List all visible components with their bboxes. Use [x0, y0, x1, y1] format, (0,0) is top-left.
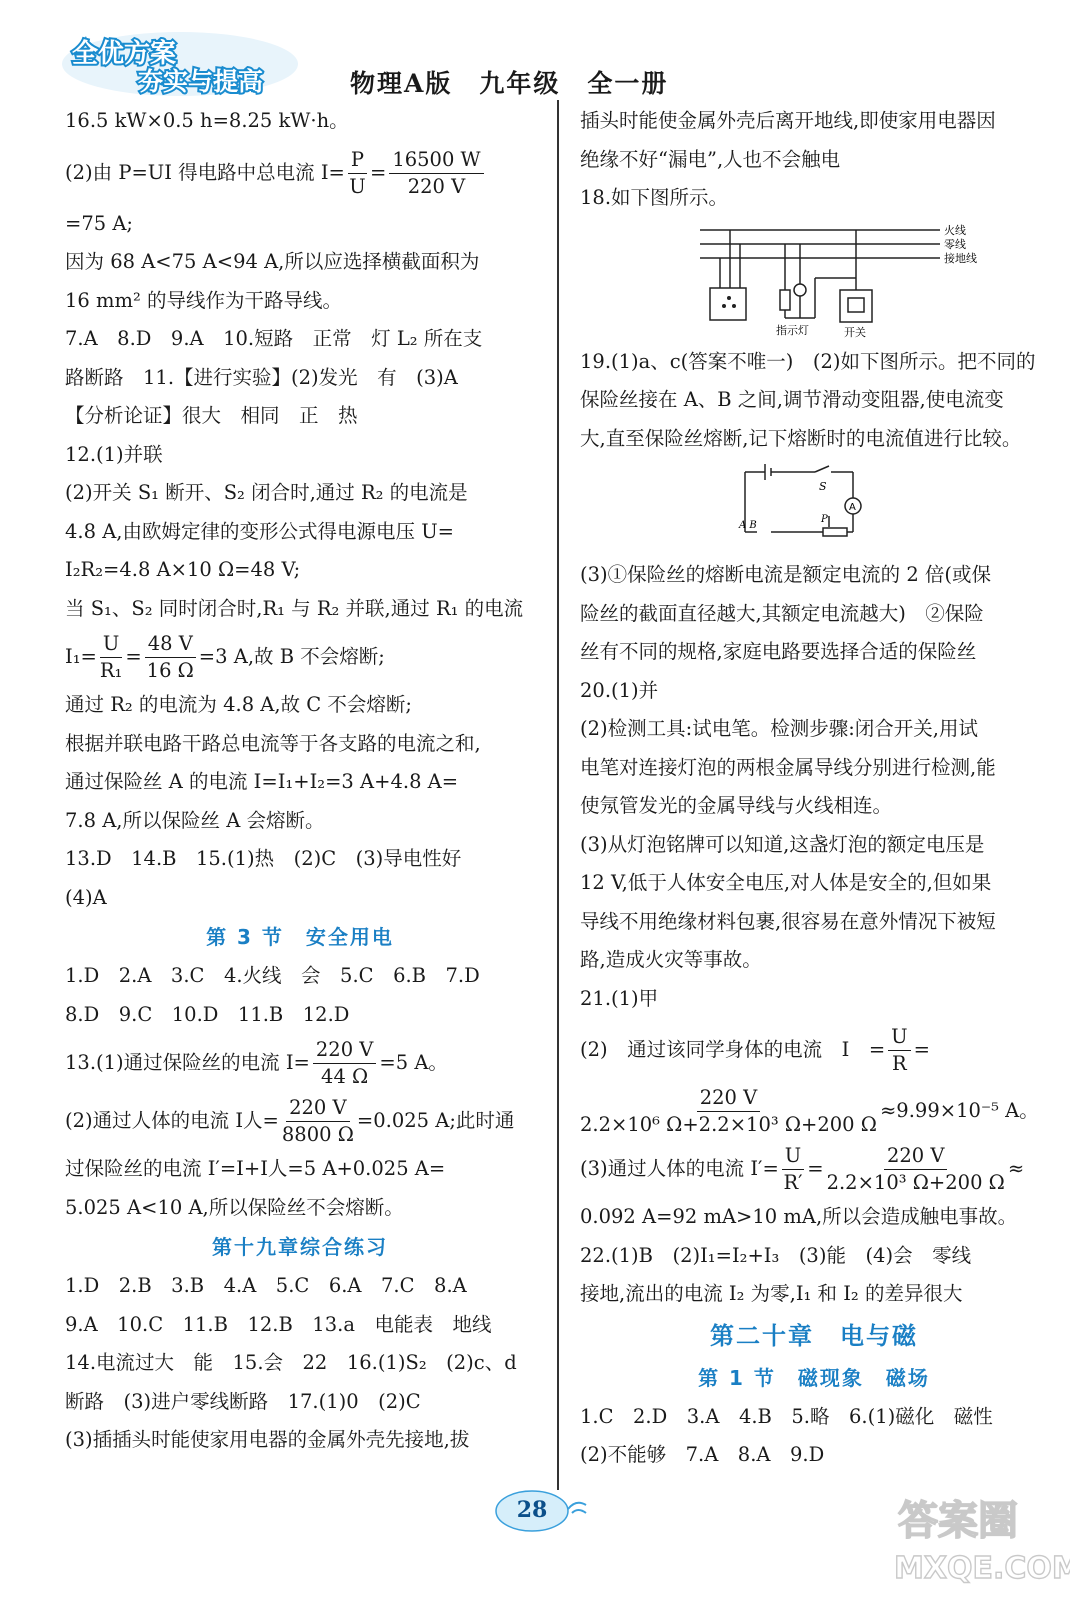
text-line: 19.(1)a、c(答案不唯一) (2)如下图所示。把不同的 — [580, 349, 1036, 373]
equals-sign: = — [125, 645, 142, 668]
page-header — [60, 30, 700, 100]
formula-line — [65, 628, 535, 686]
text-span: (2) 通过该同学身体的电流 I = — [580, 1038, 886, 1061]
neutral-wire-label: 零线 — [944, 237, 966, 251]
text-span: =0.025 A;此时通 — [356, 1109, 515, 1132]
text-line: 过保险丝的电流 I′=I+I人=5 A+0.025 A= — [65, 1157, 446, 1180]
fraction — [282, 1095, 354, 1148]
text-line: 根据并联电路干路总电流等于各支路的电流之和, — [65, 731, 481, 755]
text-line: 12 V,低于人体安全电压,对人体是安全的,但如果 — [580, 871, 992, 894]
text-line: 16.5 kW×0.5 h=8.25 kW·h。 — [65, 109, 349, 132]
text-line: 插头时能使金属外壳后离开地线,即使家用电器因 — [580, 109, 996, 132]
numerator: 220 V — [286, 1095, 350, 1122]
text-line: 0.092 A=92 mA>10 mA,所以会造成触电事故。 — [580, 1205, 1018, 1228]
fraction — [782, 1143, 804, 1196]
text-line: (2)不能够 7.A 8.A 9.D — [580, 1443, 825, 1466]
denominator: R — [892, 1052, 907, 1075]
text-line: 断路 (3)进户零线断路 17.(1)0 (2)C — [65, 1389, 421, 1413]
text-line: 22.(1)B (2)I₁=I₂+I₃ (3)能 (4)会 零线 — [580, 1243, 972, 1267]
chapter-heading: 第二十章 电与磁 — [710, 1321, 918, 1350]
equals-sign: = — [807, 1157, 824, 1180]
fraction — [100, 631, 123, 684]
text-line: 路断路 11.【进行实验】(2)发光 有 (3)A — [65, 365, 458, 389]
column-divider — [557, 100, 559, 1490]
numerator: U — [782, 1143, 804, 1170]
fuse-test-circuit-diagram — [580, 458, 1048, 556]
text-span: 13.(1)通过保险丝的电流 I= — [65, 1051, 310, 1074]
denominator: U — [349, 174, 366, 198]
logo-line1: 全优方案 — [72, 39, 177, 69]
header-title: 物理A版 九年级 全一册 — [350, 69, 669, 98]
fraction — [580, 1085, 877, 1138]
fraction — [145, 631, 196, 684]
denominator: R₁ — [99, 659, 123, 682]
text-line: 路,造成火灾等事故。 — [580, 948, 762, 971]
text-line: 保险丝接在 A、B 之间,调节滑动变阻器,使电流变 — [580, 388, 1004, 411]
text-line: 【分析论证】很大 相同 正 热 — [65, 404, 358, 427]
text-line: (2)检测工具:试电笔。检测步骤:闭合开关,用试 — [580, 717, 978, 740]
text-line: (3)①保险丝的熔断电流是额定电流的 2 倍(或保 — [580, 563, 992, 586]
denominator: 16 Ω — [146, 659, 194, 682]
formula-line — [65, 1034, 535, 1092]
switch-s-label: S — [819, 480, 827, 493]
text-line: 12.(1)并联 — [65, 442, 163, 466]
text-line: 1.C 2.D 3.A 4.B 5.略 6.(1)磁化 磁性 — [580, 1404, 993, 1428]
denominator: 2.2×10⁶ Ω+2.2×10³ Ω+200 Ω — [580, 1113, 877, 1136]
book-series-logo — [60, 30, 300, 98]
text-span: I₁= — [65, 645, 97, 668]
text-line: 16 mm² 的导线作为干路导线。 — [65, 288, 343, 312]
text-line: 9.A 10.C 11.B 12.B 13.a 电能表 地线 — [65, 1312, 492, 1336]
denominator: 8800 Ω — [281, 1123, 354, 1146]
household-circuit-diagram — [580, 218, 1048, 343]
text-line: 接地,流出的电流 I₂ 为零,I₁ 和 I₂ 的差异很大 — [580, 1282, 963, 1305]
fraction — [348, 147, 367, 200]
text-span: (2)由 P=UI 得电路中总电流 I= — [65, 160, 345, 184]
section-heading: 第 1 节 磁现象 磁场 — [698, 1365, 930, 1390]
fraction — [827, 1143, 1005, 1196]
text-line: 通过 R₂ 的电流为 4.8 A,故 C 不会熔断; — [65, 693, 412, 716]
watermark-line2: MXQE.COM — [894, 1551, 1070, 1586]
formula-line — [65, 141, 535, 205]
equals-sign: = — [369, 160, 387, 184]
denominator: R′ — [783, 1171, 803, 1194]
numerator: 220 V — [697, 1085, 761, 1112]
page-number: 28 — [516, 1497, 548, 1523]
switch-label: 开关 — [844, 325, 866, 339]
text-span: =3 A,故 B 不会熔断; — [198, 645, 385, 668]
text-line: 通过保险丝 A 的电流 I=I₁+I₂=3 A+4.8 A= — [65, 770, 459, 793]
left-column — [65, 102, 535, 1460]
site-watermark — [890, 1490, 1070, 1590]
text-span: = — [913, 1038, 930, 1061]
text-line: 1.D 2.A 3.C 4.火线 会 5.C 6.B 7.D — [65, 964, 480, 987]
text-line: 因为 68 A<75 A<94 A,所以应选择横截面积为 — [65, 250, 480, 273]
formula-line — [580, 1082, 1048, 1140]
ground-wire-label: 接地线 — [944, 251, 977, 265]
fraction — [313, 1037, 377, 1090]
denominator: 220 V — [407, 174, 466, 198]
fraction — [888, 1024, 910, 1077]
text-line: 13.D 14.B 15.(1)热 (2)C (3)导电性好 — [65, 847, 462, 870]
text-line: 20.(1)并 — [580, 678, 659, 702]
text-line: 7.A 8.D 9.A 10.短路 正常 灯 L₂ 所在支 — [65, 327, 483, 350]
text-span: (2)通过人体的电流 I人= — [65, 1109, 279, 1132]
formula-line — [65, 1092, 535, 1150]
text-line: 绝缘不好“漏电”,人也不会触电 — [580, 147, 841, 171]
text-line: 大,直至保险丝熔断,记下熔断时的电流值进行比较。 — [580, 426, 1022, 450]
text-span: ≈ — [1007, 1157, 1025, 1180]
ammeter-label: A — [849, 502, 856, 513]
section-heading: 第 3 节 安全用电 — [206, 925, 394, 949]
text-line: 18.如下图所示。 — [580, 186, 729, 209]
numerator: P — [348, 147, 367, 174]
slider-p-label: P — [821, 514, 828, 525]
denominator: 44 Ω — [321, 1065, 369, 1088]
text-line: 7.8 A,所以保险丝 A 会熔断。 — [65, 808, 325, 832]
numerator: 48 V — [145, 631, 196, 658]
page-number-badge — [494, 1487, 590, 1537]
watermark-line1: 答案圈 — [898, 1498, 1018, 1544]
formula-line — [580, 1140, 1048, 1198]
text-line: 导线不用绝缘材料包裹,很容易在意外情况下被短 — [580, 909, 996, 933]
text-line: =75 A; — [65, 211, 134, 235]
circuit-svg — [735, 460, 895, 558]
text-line: 险丝的截面直径越大,其额定电流越大) ②保险 — [580, 601, 984, 625]
indicator-lamp-label: 指示灯 — [776, 323, 809, 337]
text-span: (3)通过人体的电流 I′= — [580, 1157, 779, 1180]
live-wire-label: 火线 — [944, 223, 966, 237]
numerator: U — [888, 1024, 910, 1051]
denominator: 2.2×10³ Ω+200 Ω — [826, 1171, 1005, 1194]
text-line: 21.(1)甲 — [580, 986, 659, 1010]
text-line: 1.D 2.B 3.B 4.A 5.C 6.A 7.C 8.A — [65, 1274, 467, 1297]
section-heading: 第十九章综合练习 — [212, 1235, 388, 1259]
text-span: ≈9.99×10⁻⁵ A。 — [879, 1099, 1039, 1122]
circuit-svg — [700, 218, 1000, 343]
text-line: (2)开关 S₁ 断开、S₂ 闭合时,通过 R₂ 的电流是 — [65, 481, 468, 504]
text-line: 使氖管发光的金属导线与火线相连。 — [580, 794, 893, 817]
text-line: 当 S₁、S₂ 同时闭合时,R₁ 与 R₂ 并联,通过 R₁ 的电流 — [65, 596, 524, 620]
text-line: I₂R₂=4.8 A×10 Ω=48 V; — [65, 558, 301, 581]
right-column — [580, 102, 1048, 1475]
numerator: 16500 W — [389, 147, 483, 174]
text-span: =5 A。 — [379, 1051, 448, 1074]
numerator: 220 V — [313, 1037, 377, 1064]
text-line: (4)A — [65, 885, 107, 909]
fraction — [389, 147, 483, 200]
logo-line2: 夯实与提高 — [138, 67, 264, 96]
text-line: (3)从灯泡铭牌可以知道,这盏灯泡的额定电压是 — [580, 832, 985, 856]
text-line: (3)插插头时能使家用电器的金属外壳先接地,拔 — [65, 1428, 470, 1451]
terminal-ab-label: A B — [739, 520, 757, 531]
text-line: 14.电流过大 能 15.会 22 16.(1)S₂ (2)c、d — [65, 1351, 517, 1374]
text-line: 5.025 A<10 A,所以保险丝不会熔断。 — [65, 1195, 404, 1219]
numerator: U — [100, 631, 122, 658]
formula-line — [580, 1018, 1048, 1082]
text-line: 8.D 9.C 10.D 11.B 12.D — [65, 1002, 350, 1026]
text-line: 丝有不同的规格,家庭电路要选择合适的保险丝 — [580, 640, 977, 663]
text-line: 电笔对连接灯泡的两根金属导线分别进行检测,能 — [580, 755, 996, 779]
text-line: 4.8 A,由欧姆定律的变形公式得电源电压 U= — [65, 519, 454, 543]
watermark-graphic — [890, 1490, 1070, 1590]
numerator: 220 V — [884, 1143, 948, 1170]
